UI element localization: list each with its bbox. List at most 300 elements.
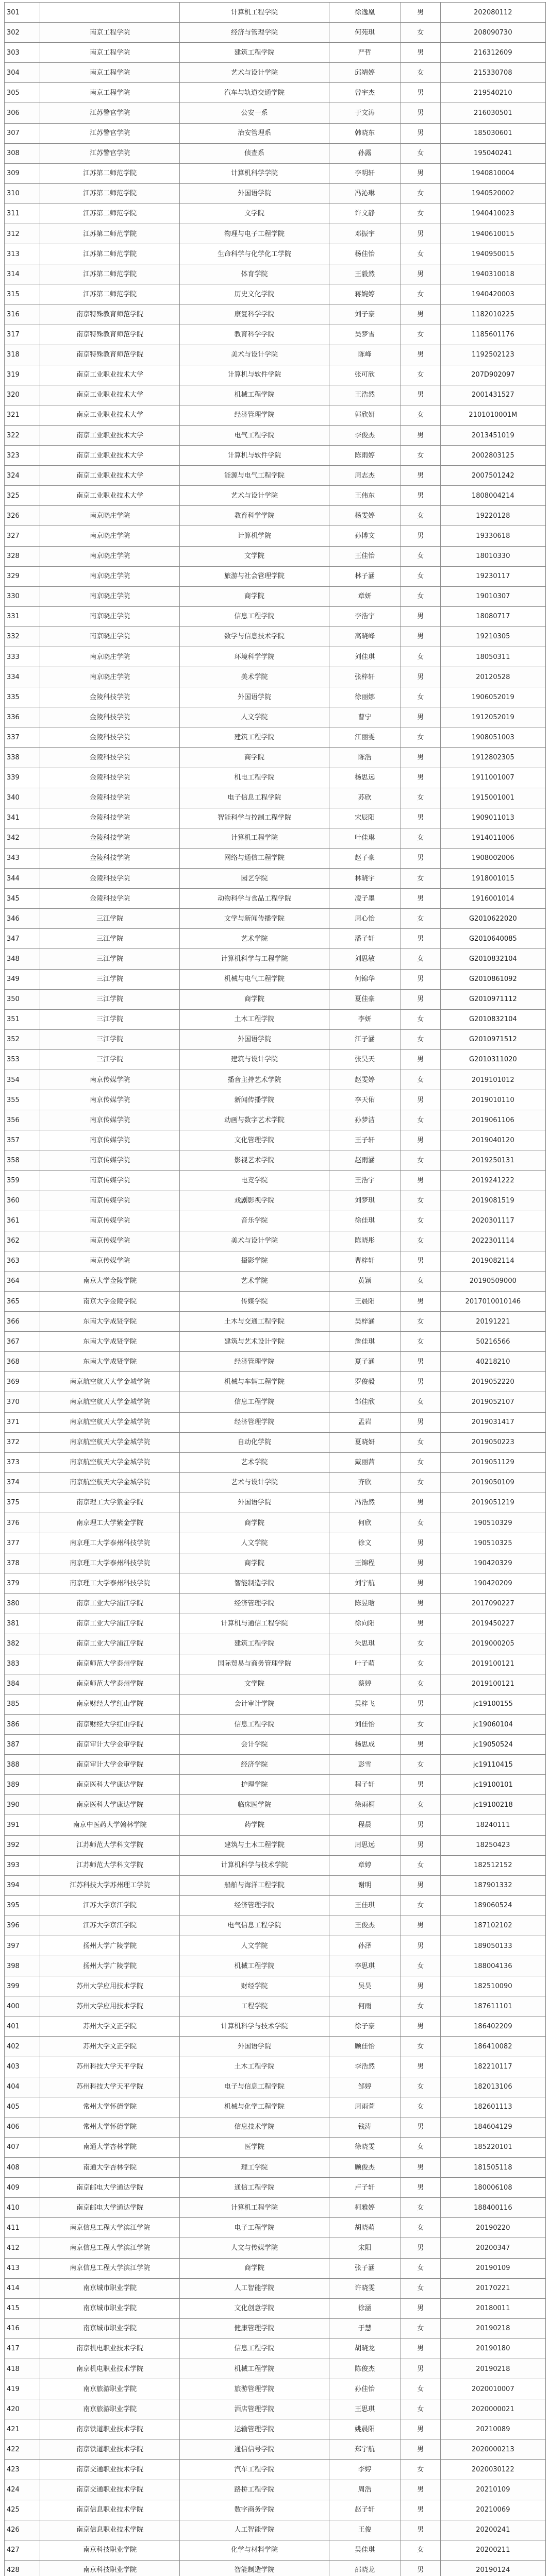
name-cell: 柯雅婷 [329, 2198, 401, 2218]
table-row [5, 2258, 546, 2278]
table-row [5, 2379, 546, 2399]
row-number-cell: 426 [5, 2520, 40, 2540]
college-cell: 计算机科学与工程学院 [180, 949, 329, 969]
college-cell: 动画与数字艺术学院 [180, 1110, 329, 1130]
row-number-cell: 307 [5, 123, 40, 143]
gender-cell: 女 [401, 143, 440, 163]
student-id-cell: G2010971512 [440, 1029, 545, 1049]
gender-cell: 男 [401, 2520, 440, 2540]
row-number-cell: 326 [5, 506, 40, 526]
table-row [5, 1976, 546, 1996]
gender-cell: 女 [401, 869, 440, 889]
name-cell: 张子涵 [329, 2258, 401, 2278]
table-row [5, 365, 546, 385]
school-cell: 南京信息职业技术学院 [40, 2520, 180, 2540]
name-cell: 周志杰 [329, 466, 401, 486]
table-row [5, 1735, 546, 1755]
college-cell: 外国语学院 [180, 1493, 329, 1513]
college-cell: 理工学院 [180, 2158, 329, 2178]
school-cell: 东南大学成贤学院 [40, 1332, 180, 1352]
name-cell: 徐雨桐 [329, 1795, 401, 1815]
school-cell: 南京传媒学院 [40, 1150, 180, 1171]
gender-cell: 男 [401, 1936, 440, 1956]
table-row [5, 1614, 546, 1634]
row-number-cell: 334 [5, 667, 40, 687]
row-number-cell: 403 [5, 2057, 40, 2077]
table-row [5, 264, 546, 284]
name-cell: 罗俊毅 [329, 1372, 401, 1392]
table-row [5, 2359, 546, 2379]
table-row [5, 1654, 546, 1674]
gender-cell: 女 [401, 1271, 440, 1291]
college-cell: 音乐学院 [180, 1211, 329, 1231]
row-number-cell: 302 [5, 23, 40, 43]
college-cell: 经济管理学院 [180, 405, 329, 425]
student-id-cell: 2017010010146 [440, 1292, 545, 1312]
student-id-cell: 2019050223 [440, 1432, 545, 1452]
table-row [5, 224, 546, 244]
row-number-cell: 354 [5, 1070, 40, 1090]
name-cell: 宋阳 [329, 2238, 401, 2258]
row-number-cell: 315 [5, 284, 40, 304]
gender-cell: 男 [401, 2016, 440, 2037]
student-id-cell: 2013451019 [440, 425, 545, 445]
row-number-cell: 331 [5, 606, 40, 626]
table-row [5, 828, 546, 848]
college-cell: 机电工程学院 [180, 768, 329, 788]
gender-cell: 男 [401, 2500, 440, 2520]
student-id-cell: 215330708 [440, 63, 545, 83]
college-cell: 文学院 [180, 546, 329, 566]
student-id-cell: 19330618 [440, 526, 545, 546]
table-row [5, 446, 546, 466]
school-cell: 苏州大学文正学院 [40, 2037, 180, 2057]
college-cell: 文化创意学院 [180, 2298, 329, 2318]
name-cell: 王晨阳 [329, 1292, 401, 1312]
name-cell: 吴梦雪 [329, 325, 401, 345]
school-cell: 三江学院 [40, 989, 180, 1009]
school-cell: 南京航空航天大学金城学院 [40, 1372, 180, 1392]
name-cell: 李明轩 [329, 163, 401, 183]
row-number-cell: 392 [5, 1835, 40, 1855]
table-row [5, 1936, 546, 1956]
school-cell: 金陵科技学院 [40, 768, 180, 788]
gender-cell: 女 [401, 687, 440, 707]
school-cell: 金陵科技学院 [40, 748, 180, 768]
row-number-cell: 323 [5, 446, 40, 466]
gender-cell: 男 [401, 1976, 440, 1996]
gender-cell: 男 [401, 1171, 440, 1191]
school-cell: 南京晓庄学院 [40, 647, 180, 667]
school-cell: 江苏警官学院 [40, 123, 180, 143]
college-cell: 通信工程学院 [180, 2178, 329, 2198]
table-row [5, 2016, 546, 2037]
gender-cell: 女 [401, 1150, 440, 1171]
row-number-cell: 415 [5, 2298, 40, 2318]
college-cell: 信息工程学院 [180, 1392, 329, 1412]
table-row [5, 1714, 546, 1734]
row-number-cell: 350 [5, 989, 40, 1009]
college-cell: 美术学院 [180, 667, 329, 687]
college-cell: 艺术与设计学院 [180, 63, 329, 83]
gender-cell: 男 [401, 2560, 440, 2576]
student-id-cell: 20191221 [440, 1312, 545, 1332]
row-number-cell: 383 [5, 1654, 40, 1674]
college-cell: 建筑工程学院 [180, 727, 329, 748]
name-cell: 王锦程 [329, 1553, 401, 1573]
student-id-cell: 2019450227 [440, 1614, 545, 1634]
gender-cell: 女 [401, 2318, 440, 2338]
gender-cell: 女 [401, 2379, 440, 2399]
student-id-cell: G2010832104 [440, 1009, 545, 1029]
gender-cell: 男 [401, 969, 440, 989]
row-number-cell: 387 [5, 1735, 40, 1755]
row-number-cell: 423 [5, 2460, 40, 2480]
name-cell: 王佳怡 [329, 546, 401, 566]
row-number-cell: 308 [5, 143, 40, 163]
school-cell: 江苏师范大学科文学院 [40, 1855, 180, 1875]
school-cell: 三江学院 [40, 949, 180, 969]
gender-cell: 男 [401, 425, 440, 445]
college-cell: 美术与设计学院 [180, 345, 329, 365]
student-id-cell: 2019250131 [440, 1150, 545, 1171]
college-cell: 公安一系 [180, 103, 329, 123]
name-cell: 刘子豪 [329, 304, 401, 325]
student-id-cell: 18250423 [440, 1835, 545, 1855]
college-cell: 艺术与设计学院 [180, 486, 329, 506]
gender-cell: 女 [401, 204, 440, 224]
college-cell: 电子与信息工程学院 [180, 2077, 329, 2097]
school-cell: 南京审计大学金审学院 [40, 1755, 180, 1775]
table-row [5, 546, 546, 566]
school-cell: 南京传媒学院 [40, 1231, 180, 1251]
college-cell: 会计审计学院 [180, 1694, 329, 1714]
name-cell: 许晓雯 [329, 2278, 401, 2298]
row-number-cell: 358 [5, 1150, 40, 1171]
student-id-cell: G2010861092 [440, 969, 545, 989]
student-id-cell: 216312609 [440, 43, 545, 63]
student-id-cell: 20190180 [440, 2338, 545, 2359]
gender-cell: 男 [401, 1251, 440, 1271]
college-cell: 历史文化学院 [180, 284, 329, 304]
gender-cell: 男 [401, 1049, 440, 1070]
name-cell: 孙露 [329, 143, 401, 163]
name-cell: 孟岩 [329, 1412, 401, 1432]
school-cell: 南京城市职业学院 [40, 2278, 180, 2298]
table-row [5, 1150, 546, 1171]
college-cell: 侦查系 [180, 143, 329, 163]
student-id-cell: 20190109 [440, 2258, 545, 2278]
school-cell: 南京邮电大学通达学院 [40, 2178, 180, 2198]
gender-cell: 女 [401, 1392, 440, 1412]
name-cell: 夏晓妍 [329, 1432, 401, 1452]
college-cell: 人文与传媒学院 [180, 2238, 329, 2258]
name-cell: 杨思成 [329, 1735, 401, 1755]
name-cell: 蒋婉婷 [329, 284, 401, 304]
gender-cell: 女 [401, 506, 440, 526]
gender-cell: 女 [401, 546, 440, 566]
name-cell: 郭欣妍 [329, 405, 401, 425]
student-id-cell: 2020030122 [440, 2460, 545, 2480]
table-row [5, 1553, 546, 1573]
gender-cell: 女 [401, 1029, 440, 1049]
row-number-cell: 418 [5, 2359, 40, 2379]
row-number-cell: 349 [5, 969, 40, 989]
student-id-cell: 190510325 [440, 1533, 545, 1553]
gender-cell: 女 [401, 23, 440, 43]
college-cell: 人工智能学院 [180, 2520, 329, 2540]
college-cell: 人文学院 [180, 707, 329, 727]
gender-cell: 女 [401, 2460, 440, 2480]
name-cell: 徐丽娜 [329, 687, 401, 707]
table-row [5, 143, 546, 163]
student-id-cell: 2101010001M [440, 405, 545, 425]
school-cell: 南京邮电大学通达学院 [40, 2198, 180, 2218]
name-cell: 周雨萱 [329, 2097, 401, 2117]
gender-cell: 男 [401, 1130, 440, 1150]
school-cell: 南京信息工程大学滨江学院 [40, 2238, 180, 2258]
gender-cell: 女 [401, 1795, 440, 1815]
school-cell: 南京工业职业技术大学 [40, 405, 180, 425]
name-cell: 孙梦洁 [329, 1110, 401, 1130]
gender-cell: 女 [401, 1110, 440, 1130]
gender-cell: 女 [401, 1714, 440, 1734]
row-number-cell: 427 [5, 2540, 40, 2560]
gender-cell: 男 [401, 1493, 440, 1513]
gender-cell: 女 [401, 1654, 440, 1674]
name-cell: 宋辰阳 [329, 808, 401, 828]
name-cell: 王毅然 [329, 264, 401, 284]
name-cell: 何雨 [329, 1996, 401, 2016]
row-number-cell: 312 [5, 224, 40, 244]
name-cell: 于文涛 [329, 103, 401, 123]
gender-cell: 男 [401, 1916, 440, 1936]
gender-cell: 女 [401, 788, 440, 808]
gender-cell: 女 [401, 2037, 440, 2057]
school-cell: 南京特殊教育师范学院 [40, 345, 180, 365]
student-id-cell: 189060524 [440, 1895, 545, 1916]
college-cell: 新闻传播学院 [180, 1090, 329, 1110]
student-id-cell: jc19050524 [440, 1735, 545, 1755]
name-cell: 章婷 [329, 1855, 401, 1875]
college-cell: 信息技术学院 [180, 2117, 329, 2137]
name-cell: 叶子萌 [329, 1654, 401, 1674]
table-row [5, 788, 546, 808]
school-cell: 南京晓庄学院 [40, 606, 180, 626]
college-cell: 生命科学与化学化工学院 [180, 244, 329, 264]
row-number-cell: 378 [5, 1553, 40, 1573]
name-cell: 刘佳琪 [329, 647, 401, 667]
row-number-cell: 409 [5, 2178, 40, 2198]
school-cell: 苏州大学文正学院 [40, 2016, 180, 2037]
name-cell: 邓振宇 [329, 224, 401, 244]
row-number-cell: 420 [5, 2399, 40, 2419]
school-cell: 江苏第二师范学院 [40, 183, 180, 204]
name-cell: 刘佳怡 [329, 1714, 401, 1734]
table-row [5, 1775, 546, 1795]
student-id-cell: 2019000205 [440, 1634, 545, 1654]
name-cell: 孙泽 [329, 1936, 401, 1956]
table-row [5, 123, 546, 143]
student-id-cell: 187611101 [440, 1996, 545, 2016]
school-cell: 南京城市职业学院 [40, 2298, 180, 2318]
name-cell: 曾宇杰 [329, 83, 401, 103]
college-cell: 文学院 [180, 1674, 329, 1694]
student-id-cell: 184604129 [440, 2117, 545, 2137]
table-row [5, 83, 546, 103]
school-cell: 三江学院 [40, 929, 180, 949]
name-cell: 冯沁琳 [329, 183, 401, 204]
student-id-cell: 20180011 [440, 2298, 545, 2318]
school-cell: 南京交通职业技术学院 [40, 2460, 180, 2480]
college-cell: 机械与车辆工程学院 [180, 1372, 329, 1392]
table-row [5, 244, 546, 264]
gender-cell: 男 [401, 163, 440, 183]
table-row [5, 2298, 546, 2318]
row-number-cell: 338 [5, 748, 40, 768]
student-id-cell: 2019051219 [440, 1493, 545, 1513]
student-id-cell: 208090730 [440, 23, 545, 43]
table-row [5, 748, 546, 768]
name-cell: 张昊天 [329, 1049, 401, 1070]
student-id-cell: 1916001014 [440, 889, 545, 909]
row-number-cell: 366 [5, 1312, 40, 1332]
row-number-cell: 339 [5, 768, 40, 788]
college-cell: 医学院 [180, 2137, 329, 2157]
gender-cell: 男 [401, 526, 440, 546]
name-cell: 杨雯婷 [329, 506, 401, 526]
school-cell: 南京理工大学紫金学院 [40, 1513, 180, 1533]
college-cell: 艺术与设计学院 [180, 1472, 329, 1493]
name-cell: 曹梓轩 [329, 1251, 401, 1271]
school-cell: 江苏科技大学苏州理工学院 [40, 1875, 180, 1895]
student-id-cell: 186402209 [440, 2016, 545, 2037]
student-id-cell: 19230117 [440, 566, 545, 586]
college-cell: 商学院 [180, 1553, 329, 1573]
school-cell: 南京信息职业技术学院 [40, 2500, 180, 2520]
college-cell: 建筑工程学院 [180, 43, 329, 63]
row-number-cell: 405 [5, 2097, 40, 2117]
college-cell: 传媒学院 [180, 1292, 329, 1312]
college-cell: 治安管理系 [180, 123, 329, 143]
school-cell: 南京传媒学院 [40, 1110, 180, 1130]
school-cell: 南京机电职业技术学院 [40, 2338, 180, 2359]
gender-cell: 女 [401, 2278, 440, 2298]
name-cell: 周心怡 [329, 909, 401, 929]
table-row [5, 1171, 546, 1191]
student-id-cell: 20190218 [440, 2318, 545, 2338]
student-id-cell: 1940520002 [440, 183, 545, 204]
row-number-cell: 311 [5, 204, 40, 224]
table-row [5, 2540, 546, 2560]
table-row [5, 2077, 546, 2097]
school-cell: 金陵科技学院 [40, 788, 180, 808]
college-cell: 通信信号学院 [180, 2439, 329, 2460]
row-number-cell: 407 [5, 2137, 40, 2157]
row-number-cell: 327 [5, 526, 40, 546]
name-cell: 刘梦琪 [329, 1191, 401, 1211]
school-cell: 南京工业职业技术大学 [40, 446, 180, 466]
school-cell: 南京科技职业学院 [40, 2540, 180, 2560]
student-id-cell: 1912052019 [440, 707, 545, 727]
college-cell: 电竞学院 [180, 1171, 329, 1191]
table-row [5, 1312, 546, 1332]
college-cell: 经济管理学院 [180, 1352, 329, 1372]
row-number-cell: 362 [5, 1231, 40, 1251]
row-number-cell: 414 [5, 2278, 40, 2298]
school-cell: 南京航空航天大学金城学院 [40, 1392, 180, 1412]
student-id-cell: 20210109 [440, 2480, 545, 2500]
college-cell: 播音主持艺术学院 [180, 1070, 329, 1090]
school-cell: 南京师范大学泰州学院 [40, 1674, 180, 1694]
table-row [5, 2399, 546, 2419]
student-id-cell: 186410082 [440, 2037, 545, 2057]
college-cell: 计算机工程学院 [180, 828, 329, 848]
name-cell: 徐向阳 [329, 1614, 401, 1634]
college-cell: 临床医学院 [180, 1795, 329, 1815]
gender-cell: 女 [401, 1211, 440, 1231]
gender-cell: 男 [401, 2419, 440, 2439]
school-cell: 南京财经大学红山学院 [40, 1714, 180, 1734]
gender-cell: 男 [401, 264, 440, 284]
college-cell: 体育学院 [180, 264, 329, 284]
school-cell [40, 3, 180, 23]
college-cell: 建筑与设计学院 [180, 1049, 329, 1070]
school-cell: 江苏第二师范学院 [40, 163, 180, 183]
school-cell: 江苏师范大学科文学院 [40, 1835, 180, 1855]
table-row [5, 2137, 546, 2157]
school-cell: 南京工程学院 [40, 43, 180, 63]
table-row [5, 707, 546, 727]
table-row [5, 1432, 546, 1452]
college-cell: 电子工程学院 [180, 2218, 329, 2238]
row-number-cell: 325 [5, 486, 40, 506]
table-row [5, 989, 546, 1009]
table-row [5, 163, 546, 183]
gender-cell: 男 [401, 43, 440, 63]
row-number-cell: 406 [5, 2117, 40, 2137]
row-number-cell: 380 [5, 1594, 40, 1614]
college-cell: 旅游与社会管理学院 [180, 566, 329, 586]
college-cell: 运输管理学院 [180, 2419, 329, 2439]
row-number-cell: 413 [5, 2258, 40, 2278]
student-id-cell: 187102102 [440, 1916, 545, 1936]
name-cell: 苏欣 [329, 788, 401, 808]
name-cell: 李思琪 [329, 1956, 401, 1976]
table-row [5, 727, 546, 748]
name-cell: 程晨 [329, 1815, 401, 1835]
table-row [5, 1533, 546, 1553]
gender-cell: 女 [401, 405, 440, 425]
student-id-cell: 1912802305 [440, 748, 545, 768]
name-cell: 王浩然 [329, 385, 401, 405]
school-cell: 金陵科技学院 [40, 828, 180, 848]
student-id-cell: 188004136 [440, 1956, 545, 1976]
student-id-cell: 2019050109 [440, 1472, 545, 1493]
name-cell: 杨佳怡 [329, 244, 401, 264]
name-cell: 王思琪 [329, 2399, 401, 2419]
gender-cell: 女 [401, 1312, 440, 1332]
student-id-cell: 1918001015 [440, 869, 545, 889]
college-cell: 计算机科学学院 [180, 163, 329, 183]
gender-cell: 男 [401, 667, 440, 687]
table-row [5, 1895, 546, 1916]
gender-cell: 女 [401, 1191, 440, 1211]
row-number-cell: 369 [5, 1372, 40, 1392]
table-row [5, 1392, 546, 1412]
student-id-cell: 2019100121 [440, 1654, 545, 1674]
name-cell: 邱靖婷 [329, 63, 401, 83]
